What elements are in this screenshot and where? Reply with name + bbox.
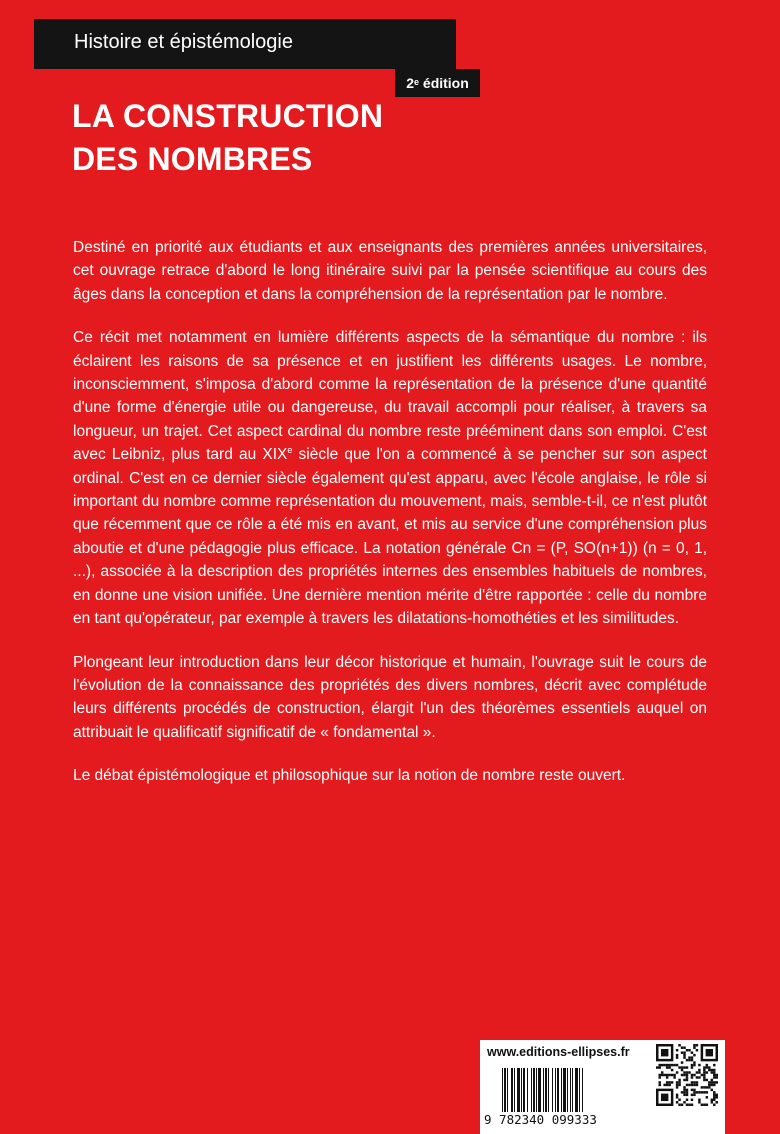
blurb [73,236,707,808]
blurb-paragraph-2-part-b: siècle que l'on a commencé à se pencher sur son aspect ordinal. C'est en ce dernier siècle également qu'est apparu, avec l'école anglaise, le rôle si important du nombre comme représentation du mouvement, mais, semble-t-il, ce n'est plutôt que récemment que ce rôle a été mis en avant, et mis au service d'une compréhension plus aboutie et d'une pédagogie plus efficace. La notation générale Cn = (P, SO(n+1)) (n = 0, 1, ...), associée à la description des propriétés internes des ensembles habituels de nombres, en donne une vision unifiée. Une dernière mention mérite d'être rapportée : celle du nombre en tant qu'opérateur, par exemple à travers les dilatations-homothéties et les similitudes. [73,446,707,628]
edition-number: 2 [406,75,414,91]
book-title-line-1: LA CONSTRUCTION [72,98,384,134]
publisher-website: www.editions-ellipses.fr [487,1045,630,1059]
blurb-paragraph-4: Le débat épistémologique et philosophique sur la notion de nombre reste ouvert. [73,767,626,785]
blurb-paragraph-1: Destiné en priorité aux étudiants et aux enseignants des premières années universitaires, cet ouvrage retrace d'abord le long itinéraire suivi par la pensée scientifique au cours des âges dans la conception et dans la compréhension de la représentation par le nombre. [73,239,707,303]
qr-code-icon [656,1044,718,1106]
book-title-line-2: DES NOMBRES [72,141,313,177]
barcode-block [480,1040,725,1134]
edition-badge: 2 $^e$ édition [395,69,480,97]
series-label: Histoire et épistémologie [74,31,293,53]
century-superscript: e [287,445,293,456]
blurb-paragraph-2-part-a: Ce récit met notamment en lumière différents aspects de la sémantique du nombre : ils éclairent les raisons de sa présence et en justifient les différents usages. Le nombre, inconsciemment, s'imposa d'abord comme la représentation de la présence d'une quantité d'une forme d'énergie utile ou dangereuse, du travail accompli pour réaliser, à travers sa longueur, un trajet. Cet aspect cardinal du nombre reste prééminent dans son emploi. C'est avec Leibniz, plus tard au XIX [73,329,707,464]
blurb-paragraph-2 [73,326,707,630]
blurb-paragraph-3: Plongeant leur introduction dans leur décor historique et humain, l'ouvrage suit le cours de l'évolution de la connaissance des propriétés des divers nombres, décrit avec complétude leurs différents procédés de construction, élargit l'un des théorèmes essentiels auquel on attribuait le qualificatif significatif de « fondamental ». [73,653,707,741]
isbn-digits: 9 782340 099333 [484,1112,597,1127]
edition-word: édition [419,75,469,91]
book-title [72,95,383,181]
